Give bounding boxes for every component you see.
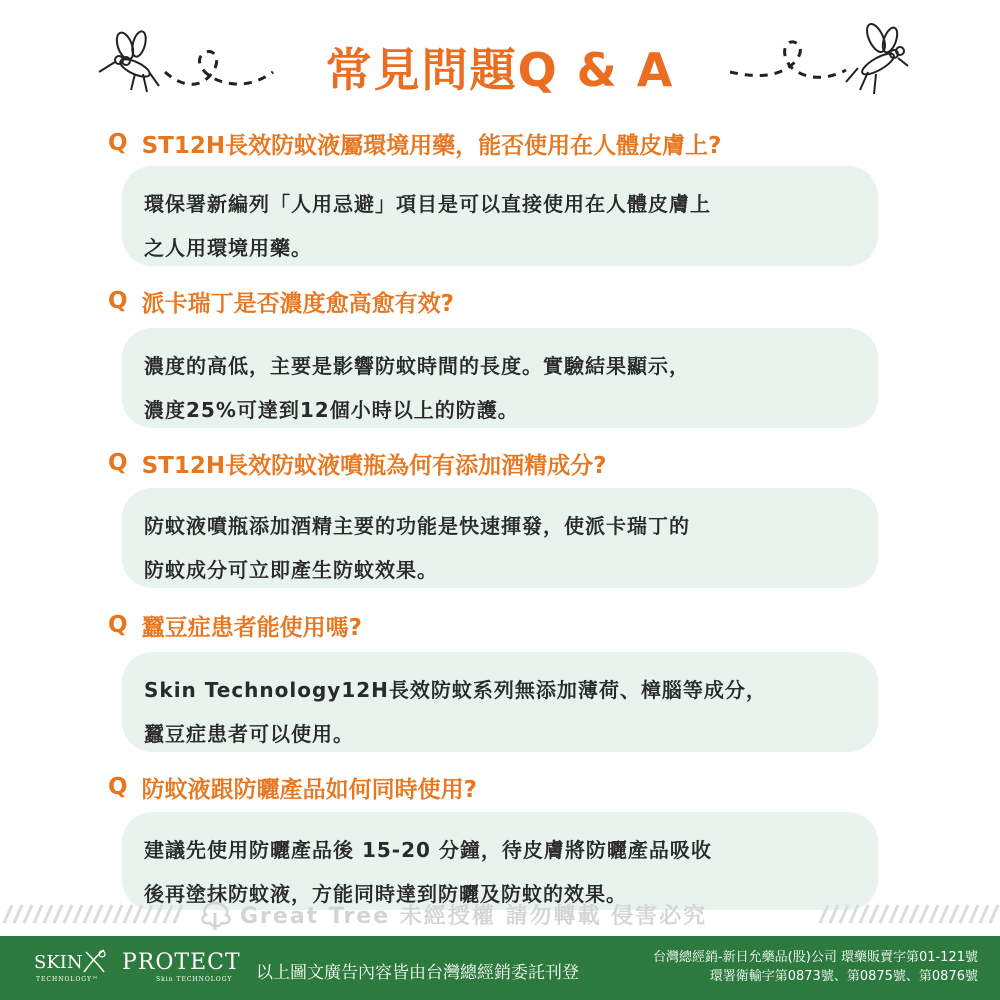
watermark [0, 897, 1000, 933]
answer-4 [122, 652, 878, 752]
question-1 [108, 126, 721, 160]
tree-logo-icon [196, 899, 234, 931]
page-title: 常見問題Q & A [325, 43, 675, 97]
q-mark: Q [108, 450, 128, 476]
answer-line: 建議先使用防曬產品後 15-20 分鐘，待皮膚將防曬產品吸收 [144, 838, 712, 862]
answer-5 [122, 812, 878, 910]
answer-line: Skin Technology12H長效防蚊系列無添加薄荷、樟腦等成分， [144, 678, 767, 702]
header [0, 0, 1000, 120]
answer-line: 防蚊液噴瓶添加酒精主要的功能是快速揮發，使派卡瑞丁的 [144, 514, 690, 538]
watermark-text: Great Tree 未經授權 請勿轉載 侵害必究 [240, 904, 708, 929]
answer-line: 防蚊成分可立即產生防蚊效果。 [144, 558, 438, 582]
protect-logo-subtext: Skin TECHNOLOGY [156, 976, 233, 983]
footer [0, 936, 1000, 1000]
question-text: 蠶豆症患者能使用嗎? [141, 614, 362, 641]
answer-line: 之人用環境用藥。 [144, 236, 312, 260]
skin-logo-subtext: TECHNOLOGY™ [36, 976, 99, 983]
answer-line: 環保署新編列「人用忌避」項目是可以直接使用在人體皮膚上 [144, 192, 711, 216]
q-mark: Q [108, 774, 128, 800]
question-text: 派卡瑞丁是否濃度愈高愈有效? [141, 290, 454, 317]
answer-3 [122, 488, 878, 588]
answer-line: 後再塗抹防蚊液，方能同時達到防曬及防蚊的效果。 [144, 882, 627, 906]
protect-logo-text: PROTECT [122, 950, 241, 975]
skin-logo-text: SKIN [34, 952, 83, 973]
question-text: 防蚊液跟防曬產品如何同時使用? [141, 776, 477, 803]
question-text: ST12H長效防蚊液噴瓶為何有添加酒精成分? [141, 452, 607, 479]
q-mark: Q [108, 612, 128, 638]
answer-line: 蠶豆症患者可以使用。 [144, 722, 354, 746]
answer-1 [122, 166, 878, 266]
answer-line: 濃度的高低，主要是影響防蚊時間的長度。實驗結果顯示， [144, 354, 690, 378]
answer-line: 濃度25%可達到12個小時以上的防護。 [144, 398, 519, 422]
skin-logo-icon [80, 946, 108, 976]
question-2 [108, 284, 454, 318]
question-5 [108, 770, 477, 804]
mosquito-icon [728, 18, 910, 98]
license-line: 台灣總經銷-新日允藥品(股)公司 環藥販賣字第01-121號 [652, 950, 978, 965]
q-mark: Q [108, 130, 128, 156]
question-text: ST12H長效防蚊液屬環境用藥，能否使用在人體皮膚上? [141, 132, 722, 159]
license-line: 環署衛輸字第0873號、第0875號、第0876號 [709, 969, 978, 984]
q-mark: Q [108, 288, 128, 314]
answer-2 [122, 328, 878, 428]
ad-disclaimer: 以上圖文廣告內容皆由台灣總經銷委託刊登 [256, 963, 579, 983]
question-4 [108, 608, 362, 642]
question-3 [108, 446, 606, 480]
license-info [653, 948, 978, 986]
